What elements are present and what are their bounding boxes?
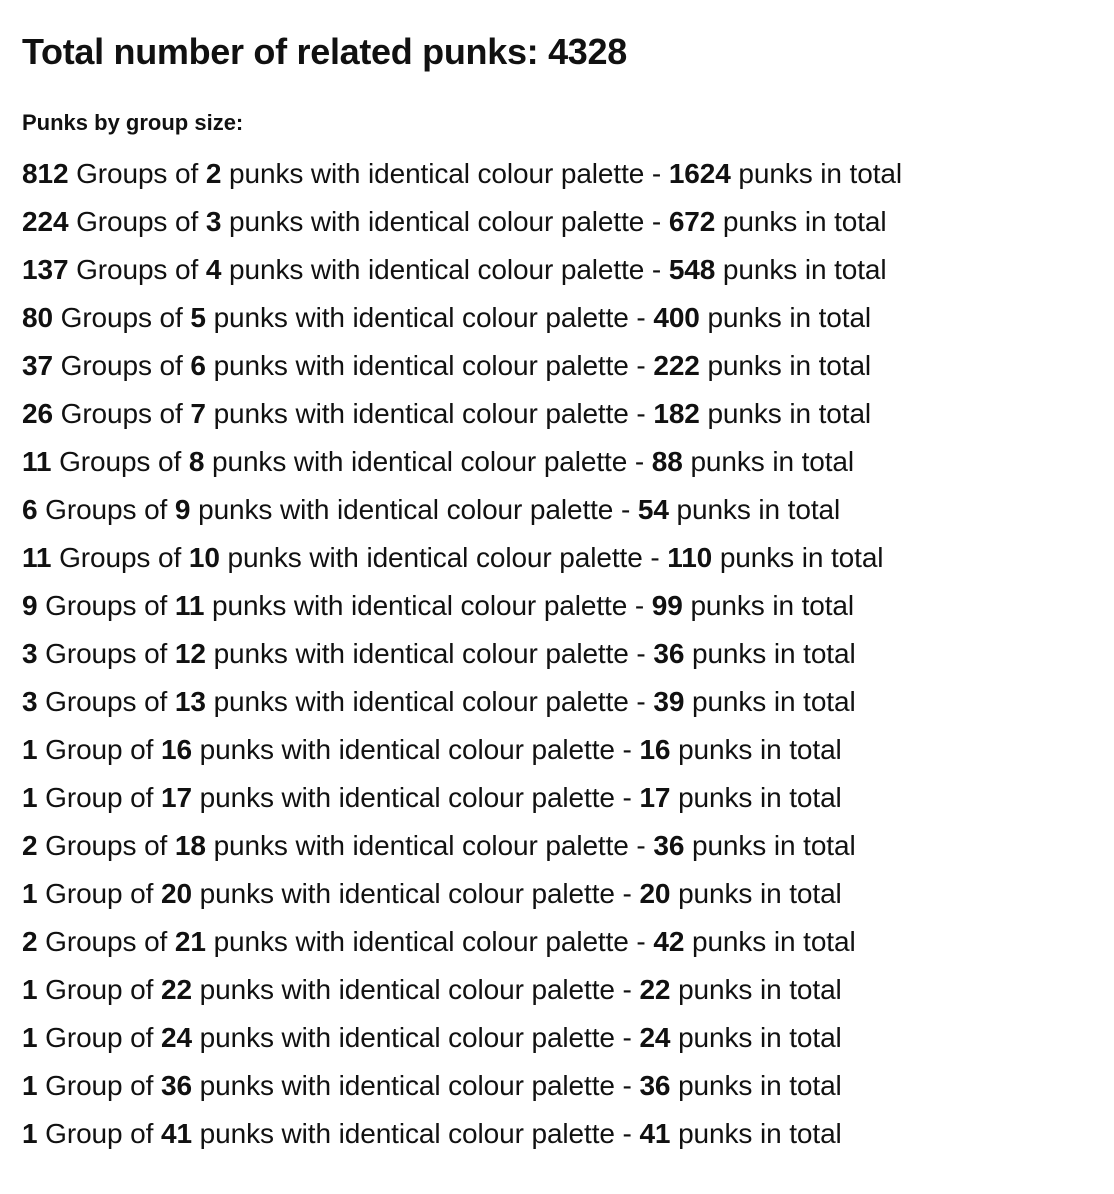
groups-label: Groups of — [60, 302, 183, 333]
list-item — [22, 534, 1114, 582]
suffix-label: punks in total — [678, 782, 842, 813]
list-item — [22, 726, 1114, 774]
groups-label: Group of — [45, 1022, 154, 1053]
punk-total: 99 — [651, 590, 683, 621]
group-count: 1 — [22, 1022, 38, 1053]
list-item — [22, 342, 1114, 390]
suffix-label: punks in total — [676, 494, 841, 525]
punk-total: 548 — [668, 254, 716, 285]
middle-label: punks with identical colour palette - — [213, 302, 646, 333]
punk-total: 22 — [639, 974, 671, 1005]
suffix-label: punks in total — [722, 254, 887, 285]
group-size: 13 — [174, 686, 206, 717]
group-count: 224 — [22, 206, 69, 237]
group-size: 41 — [161, 1118, 192, 1149]
middle-label: punks with identical colour palette - — [199, 734, 632, 765]
list-item — [22, 438, 1114, 486]
suffix-label: punks in total — [678, 1022, 842, 1053]
middle-label: punks with identical colour palette - — [199, 1070, 632, 1101]
group-size: 36 — [161, 1070, 192, 1101]
list-item — [22, 198, 1114, 246]
group-size: 11 — [174, 590, 205, 621]
list-item — [22, 486, 1114, 534]
group-size: 17 — [161, 782, 192, 813]
group-count: 1 — [22, 878, 38, 909]
punk-total: 36 — [653, 638, 685, 669]
group-size: 21 — [174, 926, 206, 957]
groups-label: Groups of — [45, 590, 168, 621]
suffix-label: punks in total — [707, 350, 872, 381]
group-size: 5 — [190, 302, 206, 333]
groups-label: Groups of — [60, 350, 183, 381]
suffix-label: punks in total — [691, 686, 856, 717]
groups-label: Group of — [45, 878, 154, 909]
group-count: 2 — [22, 926, 38, 957]
group-count: 1 — [22, 1118, 38, 1149]
group-count: 3 — [22, 638, 38, 669]
list-item — [22, 870, 1114, 918]
group-count: 11 — [22, 542, 52, 573]
group-count: 37 — [22, 350, 53, 381]
suffix-label: punks in total — [719, 542, 884, 573]
list-item — [22, 294, 1114, 342]
middle-label: punks with identical colour palette - — [213, 686, 646, 717]
group-size: 3 — [205, 206, 222, 237]
group-size: 16 — [161, 734, 192, 765]
group-size: 4 — [205, 254, 222, 285]
punk-total: 39 — [653, 686, 685, 717]
suffix-label: punks in total — [691, 830, 856, 861]
middle-label: punks with identical colour palette - — [213, 926, 646, 957]
suffix-label: punks in total — [678, 1118, 842, 1149]
suffix-label: punks in total — [678, 1070, 842, 1101]
middle-label: punks with identical colour palette - — [213, 350, 646, 381]
group-count: 3 — [22, 686, 38, 717]
punk-total: 182 — [653, 398, 700, 429]
groups-label: Group of — [45, 1070, 154, 1101]
list-item — [22, 390, 1114, 438]
punk-total: 41 — [639, 1118, 671, 1149]
groups-label: Groups of — [45, 830, 168, 861]
group-size: 22 — [161, 974, 192, 1005]
group-size: 7 — [190, 398, 206, 429]
groups-label: Group of — [45, 974, 154, 1005]
groups-label: Groups of — [45, 494, 168, 525]
punk-total: 42 — [653, 926, 685, 957]
list-item — [22, 678, 1114, 726]
groups-label: Group of — [45, 1118, 154, 1149]
list-item — [22, 966, 1114, 1014]
groups-label: Groups of — [76, 254, 199, 285]
punk-total: 222 — [653, 350, 700, 381]
group-size: 8 — [188, 446, 205, 477]
group-count: 9 — [22, 590, 38, 621]
middle-label: punks with identical colour palette - — [212, 590, 645, 621]
suffix-label: punks in total — [690, 590, 855, 621]
suffix-label: punks in total — [690, 446, 855, 477]
middle-label: punks with identical colour palette - — [229, 254, 662, 285]
suffix-label: punks in total — [691, 926, 856, 957]
list-item — [22, 582, 1114, 630]
group-size: 2 — [205, 158, 222, 189]
group-count: 1 — [22, 974, 38, 1005]
list-item — [22, 150, 1114, 198]
group-count: 11 — [22, 446, 52, 477]
group-size: 18 — [174, 830, 206, 861]
suffix-label: punks in total — [691, 638, 856, 669]
groups-label: Group of — [45, 734, 154, 765]
groups-label: Groups of — [59, 446, 182, 477]
list-item — [22, 774, 1114, 822]
punk-total: 672 — [668, 206, 716, 237]
middle-label: punks with identical colour palette - — [198, 494, 631, 525]
group-count: 80 — [22, 302, 53, 333]
group-size: 10 — [188, 542, 220, 573]
list-item — [22, 822, 1114, 870]
suffix-label: punks in total — [722, 206, 887, 237]
group-size: 20 — [161, 878, 192, 909]
punk-total: 54 — [637, 494, 669, 525]
group-count: 6 — [22, 494, 38, 525]
page-title: Total number of related punks: 4328 — [22, 31, 627, 72]
punk-total: 400 — [653, 302, 700, 333]
suffix-label: punks in total — [707, 398, 872, 429]
list-item — [22, 1014, 1114, 1062]
punk-total: 1624 — [668, 158, 731, 189]
group-count: 137 — [22, 254, 69, 285]
middle-label: punks with identical colour palette - — [229, 158, 662, 189]
middle-label: punks with identical colour palette - — [199, 782, 632, 813]
groups-label: Groups of — [60, 398, 183, 429]
punk-total: 36 — [639, 1070, 671, 1101]
group-size: 6 — [190, 350, 206, 381]
list-item — [22, 918, 1114, 966]
middle-label: punks with identical colour palette - — [213, 398, 646, 429]
groups-label: Groups of — [45, 686, 168, 717]
group-count: 2 — [22, 830, 38, 861]
middle-label: punks with identical colour palette - — [227, 542, 660, 573]
middle-label: punks with identical colour palette - — [213, 830, 646, 861]
suffix-label: punks in total — [738, 158, 902, 189]
middle-label: punks with identical colour palette - — [199, 1022, 632, 1053]
groups-label: Group of — [45, 782, 154, 813]
punk-total: 24 — [639, 1022, 671, 1053]
punk-total: 16 — [639, 734, 671, 765]
groups-label: Groups of — [45, 926, 168, 957]
groups-label: Groups of — [59, 542, 182, 573]
group-count: 812 — [22, 158, 69, 189]
punk-total: 17 — [639, 782, 671, 813]
group-size: 9 — [174, 494, 191, 525]
list-item — [22, 630, 1114, 678]
punk-total: 110 — [667, 542, 713, 573]
groups-label: Groups of — [76, 158, 199, 189]
groups-label: Groups of — [45, 638, 168, 669]
middle-label: punks with identical colour palette - — [212, 446, 645, 477]
middle-label: punks with identical colour palette - — [199, 878, 632, 909]
groups-label: Groups of — [76, 206, 199, 237]
punk-total: 20 — [639, 878, 671, 909]
list-item — [22, 1062, 1114, 1110]
middle-label: punks with identical colour palette - — [199, 1118, 632, 1149]
suffix-label: punks in total — [678, 734, 842, 765]
list-item — [22, 1110, 1114, 1158]
group-count: 1 — [22, 782, 38, 813]
group-size-list — [22, 150, 1114, 1158]
group-size: 12 — [174, 638, 206, 669]
middle-label: punks with identical colour palette - — [213, 638, 646, 669]
group-size: 24 — [161, 1022, 192, 1053]
list-item — [22, 246, 1114, 294]
group-count: 1 — [22, 1070, 38, 1101]
suffix-label: punks in total — [678, 974, 842, 1005]
group-count: 1 — [22, 734, 38, 765]
section-subtitle: Punks by group size: — [22, 110, 244, 135]
punk-total: 36 — [653, 830, 685, 861]
suffix-label: punks in total — [678, 878, 842, 909]
punk-total: 88 — [651, 446, 683, 477]
middle-label: punks with identical colour palette - — [229, 206, 662, 237]
group-count: 26 — [22, 398, 53, 429]
suffix-label: punks in total — [707, 302, 872, 333]
middle-label: punks with identical colour palette - — [199, 974, 632, 1005]
